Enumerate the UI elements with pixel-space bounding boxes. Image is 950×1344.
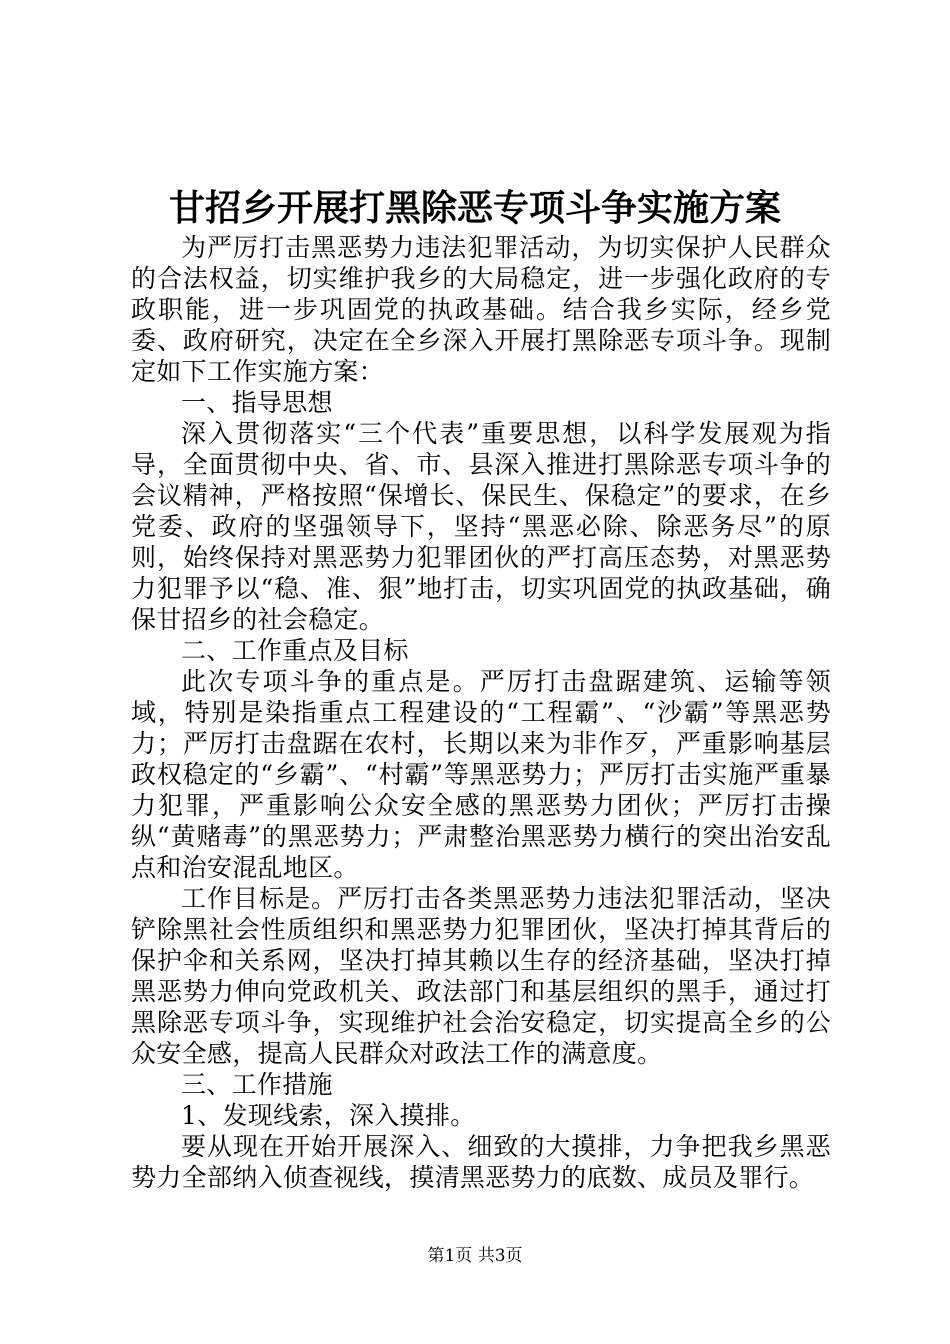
- section-heading-focus-and-goals: 二、工作重点及目标: [181, 636, 409, 665]
- page-footer: 第1页 共3页: [427, 1246, 523, 1266]
- section-heading-guiding-ideology: 一、指导思想: [181, 388, 333, 417]
- subsection-heading-clues: 1、发现线索，深入摸排。: [181, 1101, 476, 1130]
- document-title: 甘招乡开展打黑除恶专项斗争实施方案: [168, 187, 781, 229]
- section-paragraph-focus: 此次专项斗争的重点是。严厉打击盘踞建筑、运输等领域，特别是染指重点工程建设的“工程霸”、“沙霸”等黑恶势力；严厉打击盘踞在农村，长期以来为非作歹，严重影响基层政权稳定的“乡霸”、“村霸”等黑恶势力；严厉打击实施严重暴力犯罪，严重影响公众安全感的黑恶势力团伙；严厉打击操纵“黄赌毒”的黑恶势力；严肃整治黑恶势力横行的突出治安乱点和治安混乱地区。: [131, 667, 831, 882]
- section-heading-measures: 三、工作措施: [181, 1070, 333, 1099]
- section-paragraph-guiding-ideology: 深入贯彻落实“三个代表”重要思想，以科学发展观为指导，全面贯彻中央、省、市、县深入推进打黑除恶专项斗争的会议精神，严格按照“保增长、保民生、保稳定”的要求，在乡党委、政府的坚强领导下，坚持“黑恶必除、除恶务尽”的原则，始终保持对黑恶势力犯罪团伙的严打高压态势，对黑恶势力犯罪予以“稳、准、狠”地打击，切实巩固党的执政基础，确保甘招乡的社会稳定。: [131, 419, 831, 634]
- document-body: [131, 232, 831, 1193]
- section-paragraph-goals: 工作目标是。严厉打击各类黑恶势力违法犯罪活动，坚决铲除黑社会性质组织和黑恶势力犯罪团伙，坚决打掉其背后的保护伞和关系网，坚决打掉其赖以生存的经济基础，坚决打掉黑恶势力伸向党政机关、政法部门和基层组织的黑手，通过打黑除恶专项斗争，实现维护社会治安稳定，切实提高全乡的公众安全感，提高人民群众对政法工作的满意度。: [131, 884, 831, 1068]
- subsection-paragraph-clues: 要从现在开始开展深入、细致的大摸排，力争把我乡黑恶势力全部纳入侦查视线，摸清黑恶势力的底数、成员及罪行。: [131, 1132, 831, 1192]
- intro-paragraph: 为严厉打击黑恶势力违法犯罪活动，为切实保护人民群众的合法权益，切实维护我乡的大局稳定，进一步强化政府的专政职能，进一步巩固党的执政基础。结合我乡实际，经乡党委、政府研究，决定在全乡深入开展打黑除恶专项斗争。现制定如下工作实施方案：: [131, 233, 831, 386]
